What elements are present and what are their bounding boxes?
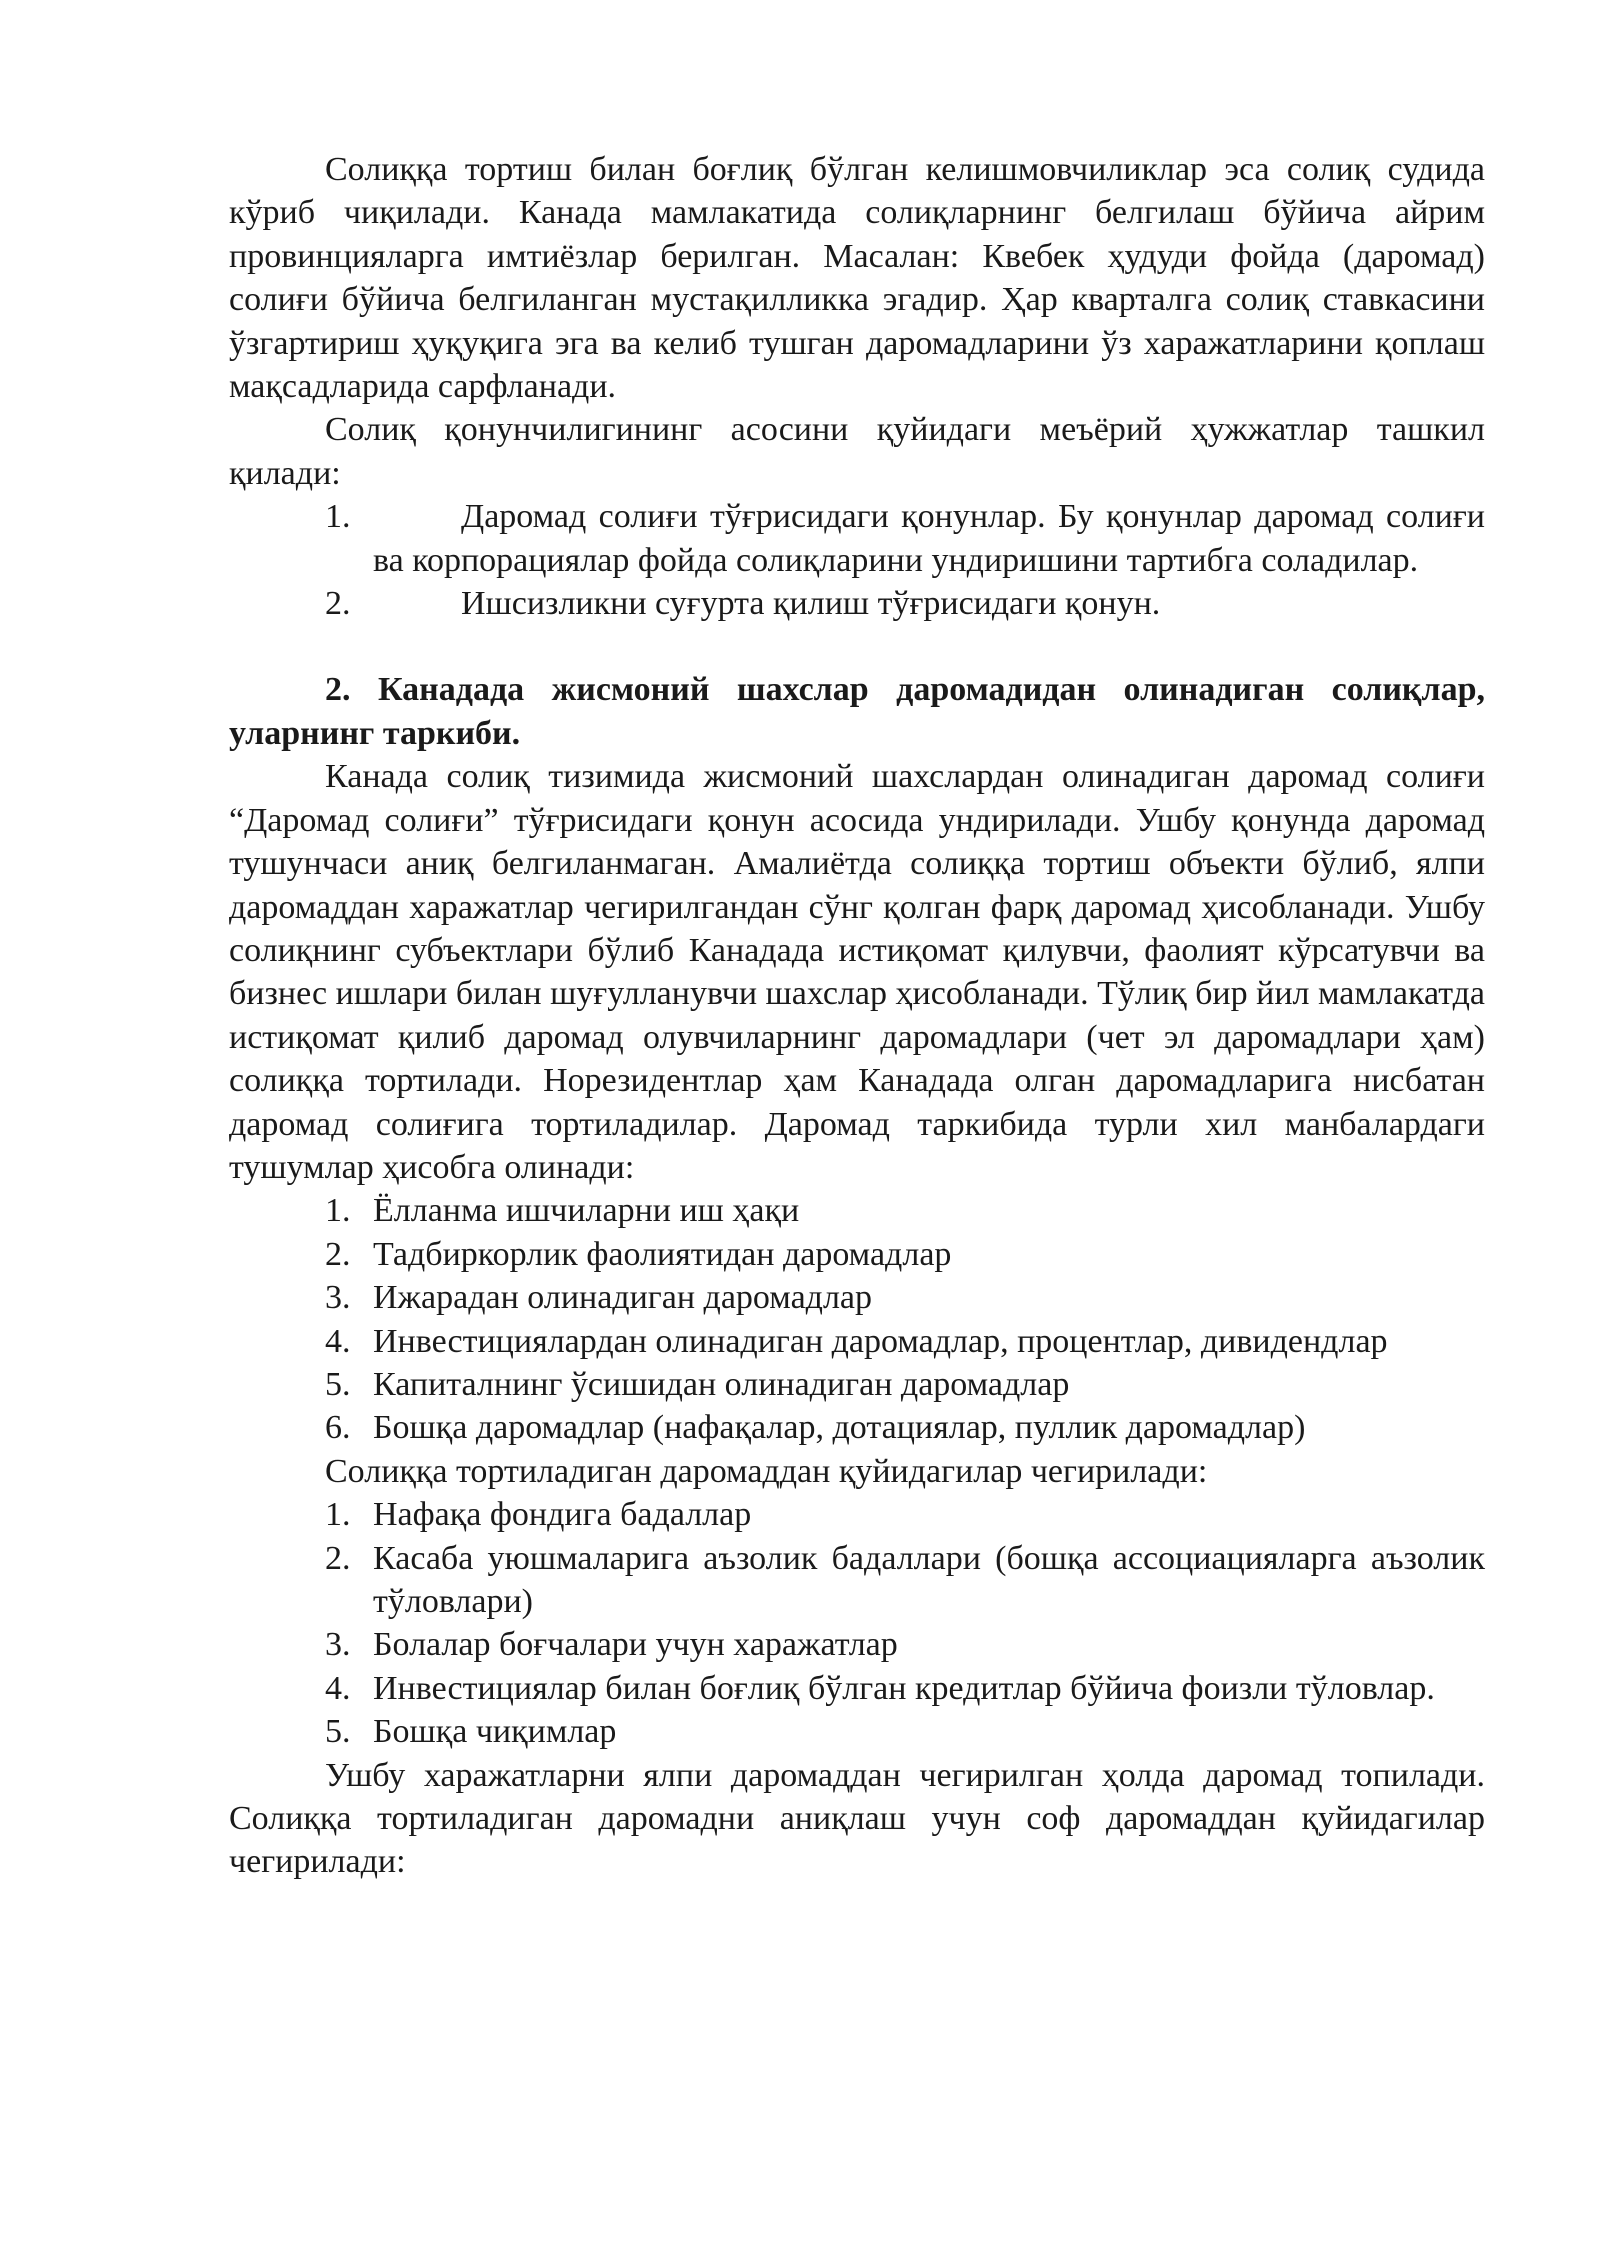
document-page <box>229 148 1485 1884</box>
list-item-text: Даромад солиғи тўғрисидаги қонунлар. Бу қонунлар даромад солиғи ва корпорациялар фойда солиқларини ундиришини тартибга соладилар. <box>373 498 1485 579</box>
paragraph-income-tax: Канада солиқ тизимида жисмоний шахслардан олинадиган даромад солиғи “Даромад солиғи” тўғрисидаги қонун асосида ундирилади. Ушбу қонунда даромад тушунчаси аниқ белгиланмаган. Амалиётда солиққа тортиш объекти бўлиб, ялпи даромаддан харажатлар чегирилгандан сўнг қолган фарқ даромад ҳисобланади. Ушбу солиқнинг субъектлари бўлиб Канадада истиқомат қилувчи, фаолият кўрсатувчи ва бизнес ишлари билан шуғулланувчи шахслар ҳисобланади. Тўлиқ бир йил мамлакатда истиқомат қилиб даромад олувчиларнинг даромадлари (чет эл даромадлари ҳам) солиққа тортилади. Норезидентлар ҳам Канадада олган даромадларига нисбатан даромад солиғига тортиладилар. Даромад таркибида турли хил манбалардаги тушумлар ҳисобга олинади: <box>229 758 1485 1186</box>
list-item <box>229 1493 1485 1536</box>
list-item <box>229 582 1485 625</box>
list-item-text: Бошқа даромадлар (нафақалар, дотациялар, пуллик даромадлар) <box>373 1409 1306 1447</box>
list-item <box>229 1189 1485 1232</box>
list-item <box>229 1233 1485 1276</box>
list-item <box>229 495 1485 582</box>
list-item-text: Инвестициялардан олинадиган даромадлар, процентлар, дивидендлар <box>373 1322 1388 1360</box>
list-item-text: Ишсизликни суғурта қилиш тўғрисидаги қонун. <box>461 585 1161 623</box>
list-item-number: 3. <box>325 1279 351 1317</box>
paragraph-deductions-intro: Солиққа тортиладиган даромаддан қуйидагилар чегирилади: <box>325 1452 1208 1490</box>
list-deductions <box>229 1493 1485 1753</box>
section-heading: 2. Канадада жисмоний шахслар даромадидан олинадиган солиқлар, уларнинг таркиби. <box>229 671 1485 752</box>
list-item <box>229 1406 1485 1449</box>
list-item-number: 2. <box>325 1539 351 1577</box>
list-item-text: Тадбиркорлик фаолиятидан даромадлар <box>373 1235 952 1273</box>
paragraph-tax-court: Солиққа тортиш билан боғлиқ бўлган келишмовчиликлар эса солиқ судида кўриб чиқилади. Канада мамлакатида солиқларнинг белгилаш бўйича айрим провинцияларга имтиёзлар берилган. Масалан: Квебек ҳудуди фойда (даромад) солиғи бўйича белгиланган мустақилликка эгадир. Ҳар кварталга солиқ ставкасини ўзгартириш ҳуқуқига эга ва келиб тушган даромадларини ўз харажатларини қоплаш мақсадларида сарфланади. <box>229 151 1485 406</box>
list-item-number: 6. <box>325 1409 351 1447</box>
list-item <box>229 1276 1485 1319</box>
list-item-text: Ижарадан олинадиган даромадлар <box>373 1279 873 1317</box>
list-item <box>229 1667 1485 1710</box>
list-item-number: 5. <box>325 1365 351 1403</box>
list-item-text: Ёлланма ишчиларни иш ҳақи <box>373 1192 800 1230</box>
list-item-number: 2. <box>325 585 351 623</box>
list-item-text: Нафақа фондига бадаллар <box>373 1496 752 1534</box>
list-item-number: 1. <box>325 1192 351 1230</box>
list-item-text: Касаба уюшмаларига аъзолик бадаллари (бошқа ассоциацияларга аъзолик тўловлари) <box>373 1539 1485 1620</box>
list-item <box>229 1320 1485 1363</box>
list-item-number: 5. <box>325 1713 351 1751</box>
list-item-number: 4. <box>325 1322 351 1360</box>
list-item-number: 1. <box>325 498 351 536</box>
list-item-text: Бошқа чиқимлар <box>373 1713 617 1751</box>
list-income-sources <box>229 1189 1485 1449</box>
list-item-text: Капиталнинг ўсишидан олинадиган даромадлар <box>373 1365 1070 1403</box>
list-item <box>229 1623 1485 1666</box>
blank-line <box>229 625 1485 668</box>
list-item <box>229 1537 1485 1624</box>
list-item-text: Болалар боғчалари учун харажатлар <box>373 1626 898 1664</box>
list-laws <box>229 495 1485 625</box>
list-item-number: 1. <box>325 1496 351 1534</box>
list-item <box>229 1710 1485 1753</box>
list-item-text: Инвестициялар билан боғлиқ бўлган кредитлар бўйича фоизли тўловлар. <box>373 1669 1435 1707</box>
list-item-number: 3. <box>325 1626 351 1664</box>
list-item <box>229 1363 1485 1406</box>
list-item-number: 4. <box>325 1669 351 1707</box>
paragraph-taxable-income: Ушбу харажатларни ялпи даромаддан чегирилган ҳолда даромад топилади. Солиққа тортиладиган даромадни аниқлаш учун соф даромаддан қуйидагилар чегирилади: <box>229 1756 1485 1881</box>
list-item-number: 2. <box>325 1235 351 1273</box>
paragraph-legislation-intro: Солиқ қонунчилигининг асосини қуйидаги меъёрий ҳужжатлар ташкил қилади: <box>229 411 1485 492</box>
